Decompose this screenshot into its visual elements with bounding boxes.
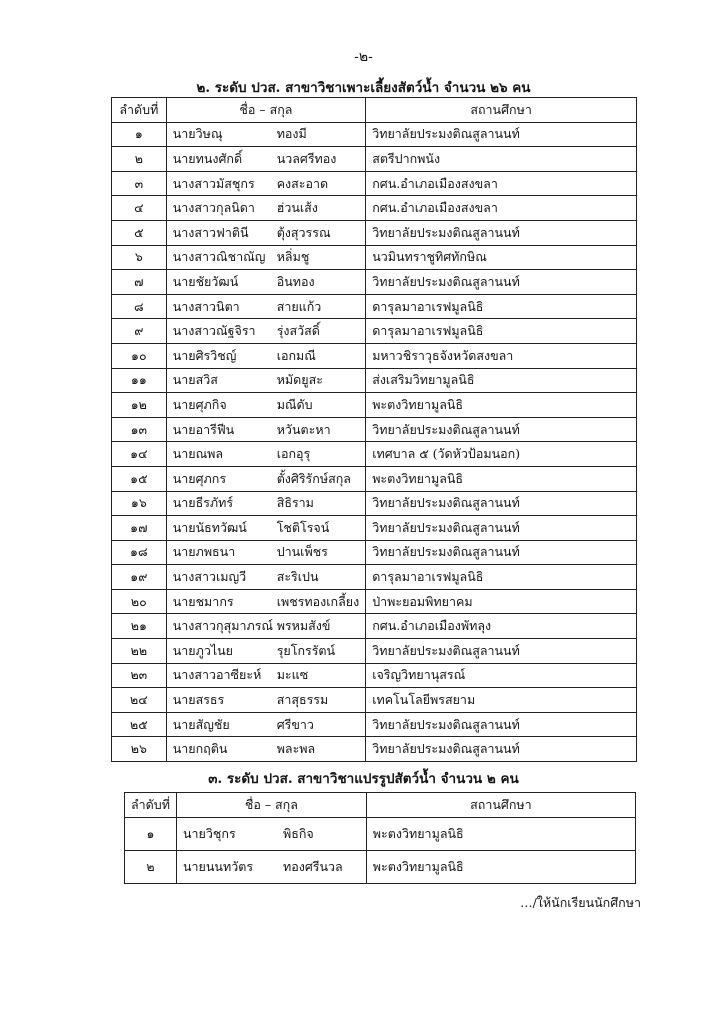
last-name: เพชรทองเกลี้ยง — [276, 593, 360, 609]
table-row — [112, 343, 637, 368]
last-name: มะแซ — [276, 667, 309, 683]
row-order-number: ๔ — [112, 196, 167, 221]
table-row — [112, 565, 637, 590]
row-order-number: ๑๔ — [112, 442, 167, 467]
table-row — [112, 540, 637, 565]
row-order-number: ๑๐ — [112, 343, 167, 368]
row-name-cell — [166, 442, 366, 467]
section2-heading: ๒. ระดับ ปวส. สาขาวิชาเพาะเลี้ยงสัตว์น้ำ จำนวน ๒๖ คน — [196, 80, 531, 96]
row-order-number: ๒๑ — [112, 614, 167, 639]
row-school: พะตงวิทยามูลนิธิ — [366, 818, 635, 851]
row-school: กศน.อำเภอเมืองสงขลา — [366, 196, 637, 221]
row-order-number: ๒๔ — [112, 688, 167, 713]
last-name: เอกอุรุ — [276, 446, 311, 462]
table-row — [112, 614, 637, 639]
table-row — [112, 589, 637, 614]
row-school: ดารุลมาอาเรฟมูลนิธิ — [366, 565, 637, 590]
row-order-number: ๒๖ — [112, 737, 167, 762]
first-name: นายวิษณุ — [172, 126, 223, 142]
section2-table — [111, 97, 637, 762]
last-name: เอกมณี — [276, 347, 316, 363]
row-order-number: ๑ — [125, 818, 177, 851]
last-name: หวันตะหา — [276, 421, 331, 437]
first-name: นายสัญชัย — [172, 716, 230, 732]
row-school: เทศบาล ๕ (วัดหัวป้อมนอก) — [366, 442, 637, 467]
col-header-name: ชื่อ – สกุล — [176, 793, 366, 818]
table-row — [112, 245, 637, 270]
continuation-note: …/ให้นักเรียนนักศึกษา — [520, 895, 641, 910]
table-row — [125, 851, 636, 884]
last-name: ทองศรีนวล — [282, 859, 343, 874]
last-name: หลิ่มชู — [276, 249, 310, 265]
row-school: พะตงวิทยามูลนิธิ — [366, 393, 637, 418]
table-row — [112, 147, 637, 172]
first-name: นายศุภกิจ — [172, 396, 227, 412]
last-name: หมัดยูสะ — [276, 372, 323, 388]
table-row — [112, 442, 637, 467]
row-name-cell — [166, 688, 366, 713]
first-name: นายอารีฟีน — [172, 421, 235, 437]
row-order-number: ๑๕ — [112, 466, 167, 491]
first-name: นางสาวณัฐจิรา — [172, 323, 256, 339]
first-name: นายนนทวัตร — [182, 859, 254, 874]
first-name: นายสรธร — [172, 692, 225, 708]
row-order-number: ๑๓ — [112, 417, 167, 442]
table-row — [112, 491, 637, 516]
row-school: พะตงวิทยามูลนิธิ — [366, 851, 635, 884]
row-name-cell — [166, 220, 366, 245]
row-order-number: ๙ — [112, 319, 167, 344]
row-name-cell — [166, 540, 366, 565]
table-row — [125, 818, 636, 851]
first-name: นายธีรภัทร์ — [172, 495, 234, 511]
row-order-number: ๒๐ — [112, 589, 167, 614]
row-name-cell — [166, 712, 366, 737]
last-name: โชติโรจน์ — [276, 519, 330, 535]
row-order-number: ๗ — [112, 270, 167, 295]
table-row — [112, 688, 637, 713]
row-school: กศน.อำเภอเมืองพัทลุง — [366, 614, 637, 639]
last-name: ศรีขาว — [276, 716, 314, 732]
last-name: อินทอง — [276, 273, 315, 289]
row-school: ดารุลมาอาเรฟมูลนิธิ — [366, 294, 637, 319]
row-school: วิทยาลัยประมงติณสูลานนท์ — [366, 712, 637, 737]
first-name: นางสาวมัสชุกร — [172, 175, 255, 191]
row-order-number: ๒๕ — [112, 712, 167, 737]
row-school: เจริญวิทยานุสรณ์ — [366, 663, 637, 688]
last-name: นวลศรีทอง — [276, 150, 337, 166]
row-name-cell — [166, 245, 366, 270]
row-name-cell — [166, 171, 366, 196]
first-name: นางสาวกุสุมาภรณ์ — [172, 618, 274, 634]
row-name-cell — [166, 417, 366, 442]
row-name-cell — [166, 639, 366, 664]
table-header-row — [112, 98, 637, 123]
page-number: -๒- — [354, 49, 373, 65]
table-row — [112, 122, 637, 147]
row-name-cell — [166, 270, 366, 295]
row-order-number: ๑๑ — [112, 368, 167, 393]
table-row — [112, 639, 637, 664]
col-header-order: ลำดับที่ — [125, 793, 177, 818]
row-name-cell — [166, 614, 366, 639]
last-name: พรหมสังข์ — [276, 618, 331, 634]
row-order-number: ๓ — [112, 171, 167, 196]
col-header-name: ชื่อ – สกุล — [166, 98, 366, 123]
last-name: รุยโกรรัตน์ — [276, 642, 336, 658]
row-school: นวมินทราชูทิศทักษิณ — [366, 245, 637, 270]
last-name: ตั้งศิริรักษ์สกุล — [276, 470, 351, 486]
last-name: ปานเพ็ชร — [276, 544, 328, 560]
row-order-number: ๑๖ — [112, 491, 167, 516]
first-name: นายณพล — [172, 446, 224, 462]
row-name-cell — [166, 147, 366, 172]
first-name: นางสาวฟาตินี — [172, 224, 249, 240]
table-row — [112, 466, 637, 491]
row-school: วิทยาลัยประมงติณสูลานนท์ — [366, 270, 637, 295]
row-school: ดารุลมาอาเรฟมูลนิธิ — [366, 319, 637, 344]
first-name: นายวิชุกร — [182, 826, 236, 841]
first-name: นางสาวนิตา — [172, 298, 240, 314]
table-row — [112, 319, 637, 344]
table-row — [112, 737, 637, 762]
section3-heading: ๓. ระดับ ปวส. สาขาวิชาแปรรูปสัตว์น้ำ จำนวน ๒ คน — [208, 771, 519, 787]
last-name: สายแก้ว — [276, 298, 322, 314]
row-school: วิทยาลัยประมงติณสูลานนท์ — [366, 220, 637, 245]
col-header-school: สถานศึกษา — [366, 98, 637, 123]
col-header-order: ลำดับที่ — [112, 98, 167, 123]
row-school: วิทยาลัยประมงติณสูลานนท์ — [366, 540, 637, 565]
last-name: ทองมี — [276, 126, 307, 142]
first-name: นางสาวณิชาณัญ — [172, 249, 266, 265]
row-name-cell — [166, 393, 366, 418]
row-school: สตรีปากพนัง — [366, 147, 637, 172]
row-school: ส่งเสริมวิทยามูลนิธิ — [366, 368, 637, 393]
first-name: นายศุภกร — [172, 470, 227, 486]
row-name-cell — [166, 589, 366, 614]
row-name-cell — [166, 122, 366, 147]
last-name: ฮ่วนเส้ง — [276, 200, 318, 216]
first-name: นางสาวกุลนิดา — [172, 200, 255, 216]
row-name-cell — [176, 851, 366, 884]
table-row — [112, 270, 637, 295]
table-row — [112, 516, 637, 541]
table-row — [112, 393, 637, 418]
first-name: นายนัธทวัฒน์ — [172, 519, 247, 535]
row-name-cell — [166, 294, 366, 319]
row-school: พะตงวิทยามูลนิธิ — [366, 466, 637, 491]
first-name: นางสาวเมญวี — [172, 569, 247, 585]
row-order-number: ๒๓ — [112, 663, 167, 688]
last-name: สิธิราม — [276, 495, 314, 511]
row-school: วิทยาลัยประมงติณสูลานนท์ — [366, 639, 637, 664]
row-school: วิทยาลัยประมงติณสูลานนท์ — [366, 737, 637, 762]
row-name-cell — [166, 663, 366, 688]
row-order-number: ๒ — [125, 851, 177, 884]
first-name: นายชัยวัฒน์ — [172, 273, 239, 289]
first-name: นางสาวอาซียะห์ — [172, 667, 262, 683]
row-school: มหาวชิราวุธจังหวัดสงขลา — [366, 343, 637, 368]
last-name: พิธกิจ — [282, 826, 314, 841]
first-name: นายภูวไนย — [172, 642, 233, 658]
table-row — [112, 663, 637, 688]
row-name-cell — [166, 319, 366, 344]
row-school: วิทยาลัยประมงติณสูลานนท์ — [366, 417, 637, 442]
first-name: นายภพธนา — [172, 544, 236, 560]
table-row — [112, 294, 637, 319]
table-row — [112, 417, 637, 442]
first-name: นายกฤติน — [172, 741, 228, 757]
row-order-number: ๒ — [112, 147, 167, 172]
row-order-number: ๕ — [112, 220, 167, 245]
row-order-number: ๘ — [112, 294, 167, 319]
row-name-cell — [176, 818, 366, 851]
row-name-cell — [166, 343, 366, 368]
last-name: มณีดับ — [276, 396, 313, 412]
last-name: คงสะอาด — [276, 175, 329, 191]
row-name-cell — [166, 737, 366, 762]
first-name: นายสวิส — [172, 372, 218, 388]
row-name-cell — [166, 516, 366, 541]
table-row — [112, 712, 637, 737]
row-name-cell — [166, 565, 366, 590]
row-school: เทคโนโลยีพรสยาม — [366, 688, 637, 713]
row-school: ป่าพะยอมพิทยาคม — [366, 589, 637, 614]
row-name-cell — [166, 466, 366, 491]
last-name: พละพล — [276, 741, 316, 757]
last-name: สาสุธรรม — [276, 692, 329, 708]
row-order-number: ๑๘ — [112, 540, 167, 565]
row-order-number: ๑ — [112, 122, 167, 147]
table-row — [112, 220, 637, 245]
first-name: นายชมากร — [172, 593, 234, 609]
row-order-number: ๑๙ — [112, 565, 167, 590]
last-name: ตุ้งสุวรรณ — [276, 224, 331, 240]
first-name: นายทนงศักดิ์ — [172, 150, 243, 166]
row-order-number: ๑๒ — [112, 393, 167, 418]
row-school: กศน.อำเภอเมืองสงขลา — [366, 171, 637, 196]
last-name: สะริเปน — [276, 569, 319, 585]
row-school: วิทยาลัยประมงติณสูลานนท์ — [366, 516, 637, 541]
last-name: รุ่งสวัสดิ์ — [276, 323, 320, 339]
table-row — [112, 196, 637, 221]
table-header-row — [125, 793, 636, 818]
section3-table — [124, 792, 636, 884]
row-school: วิทยาลัยประมงติณสูลานนท์ — [366, 491, 637, 516]
row-school: วิทยาลัยประมงติณสูลานนท์ — [366, 122, 637, 147]
col-header-school: สถานศึกษา — [366, 793, 635, 818]
row-name-cell — [166, 196, 366, 221]
row-name-cell — [166, 368, 366, 393]
row-name-cell — [166, 491, 366, 516]
table-row — [112, 368, 637, 393]
row-order-number: ๒๒ — [112, 639, 167, 664]
row-order-number: ๑๗ — [112, 516, 167, 541]
first-name: นายศิรวิชญ์ — [172, 347, 237, 363]
table-row — [112, 171, 637, 196]
row-order-number: ๖ — [112, 245, 167, 270]
